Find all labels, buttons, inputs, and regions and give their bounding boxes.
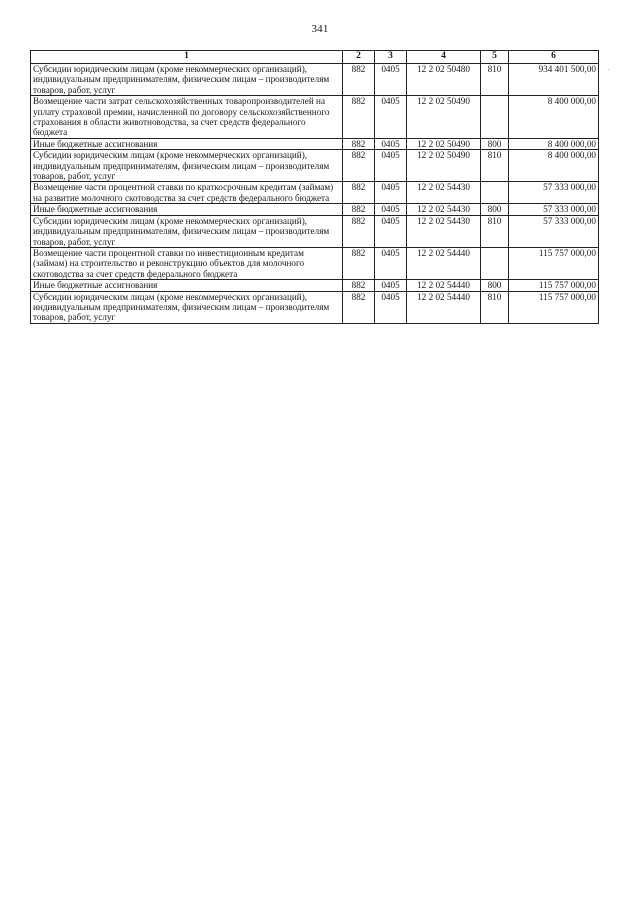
row-kind	[481, 247, 509, 279]
row-kind: 800	[481, 280, 509, 291]
row-grbs: 882	[343, 204, 375, 215]
row-grbs: 882	[343, 215, 375, 247]
column-header-3: 3	[375, 51, 407, 64]
row-name: Иные бюджетные ассигнования	[31, 138, 343, 149]
row-name: Возмещение части процентной ставки по краткосрочным кредитам (займам) на развитие молочного скотоводства за счет средств федерального бюджета	[31, 182, 343, 204]
column-header-1: 1	[31, 51, 343, 64]
row-section: 0405	[375, 204, 407, 215]
scan-speck-icon: ·	[607, 66, 610, 74]
row-section: 0405	[375, 247, 407, 279]
row-amount: 8 400 000,00	[509, 138, 599, 149]
row-kind	[481, 182, 509, 204]
row-grbs: 882	[343, 247, 375, 279]
row-name: Субсидии юридическим лицам (кроме некоммерческих организаций), индивидуальным предпринимателям, физическим лицам – производителям товаров, работ, услуг	[31, 150, 343, 182]
row-amount: 57 333 000,00	[509, 215, 599, 247]
row-target: 12 2 02 50490	[407, 138, 481, 149]
table-row	[31, 150, 599, 182]
row-target: 12 2 02 54440	[407, 247, 481, 279]
row-grbs: 882	[343, 150, 375, 182]
table-row	[31, 138, 599, 149]
row-kind: 810	[481, 291, 509, 323]
table-row	[31, 280, 599, 291]
table-row	[31, 64, 599, 96]
row-section: 0405	[375, 64, 407, 96]
table-row	[31, 96, 599, 139]
row-section: 0405	[375, 182, 407, 204]
row-amount: 934 401 500,00	[509, 64, 599, 96]
row-grbs: 882	[343, 280, 375, 291]
row-target: 12 2 02 54440	[407, 291, 481, 323]
row-name: Возмещение части затрат сельскохозяйственных товаропроизводителей на уплату страховой премии, начисленной по договору сельскохозяйственного страхования в области животноводства, за счет средств федерального бюджета	[31, 96, 343, 139]
row-target: 12 2 02 54440	[407, 280, 481, 291]
row-section: 0405	[375, 291, 407, 323]
row-amount: 57 333 000,00	[509, 204, 599, 215]
row-target: 12 2 02 50480	[407, 64, 481, 96]
row-target: 12 2 02 54430	[407, 215, 481, 247]
row-kind: 810	[481, 215, 509, 247]
table-row	[31, 182, 599, 204]
column-header-5: 5	[481, 51, 509, 64]
row-name: Иные бюджетные ассигнования	[31, 280, 343, 291]
row-amount: 115 757 000,00	[509, 280, 599, 291]
row-target: 12 2 02 50490	[407, 96, 481, 139]
row-amount: 8 400 000,00	[509, 96, 599, 139]
row-kind: 800	[481, 138, 509, 149]
row-name: Субсидии юридическим лицам (кроме некоммерческих организаций), индивидуальным предпринимателям, физическим лицам – производителям товаров, работ, услуг	[31, 291, 343, 323]
row-section: 0405	[375, 215, 407, 247]
row-amount: 57 333 000,00	[509, 182, 599, 204]
row-amount: 8 400 000,00	[509, 150, 599, 182]
column-header-4: 4	[407, 51, 481, 64]
row-name: Возмещение части процентной ставки по инвестиционным кредитам (займам) на строительство и реконструкцию объектов для молочного скотоводства за счет средств федерального бюджета	[31, 247, 343, 279]
row-grbs: 882	[343, 138, 375, 149]
table-row	[31, 247, 599, 279]
row-kind: 810	[481, 150, 509, 182]
row-kind	[481, 96, 509, 139]
row-name: Иные бюджетные ассигнования	[31, 204, 343, 215]
row-section: 0405	[375, 150, 407, 182]
row-grbs: 882	[343, 291, 375, 323]
row-grbs: 882	[343, 96, 375, 139]
table-header-row	[31, 51, 599, 64]
row-grbs: 882	[343, 182, 375, 204]
row-target: 12 2 02 50490	[407, 150, 481, 182]
row-kind: 810	[481, 64, 509, 96]
table-row	[31, 291, 599, 323]
row-target: 12 2 02 54430	[407, 204, 481, 215]
row-amount: 115 757 000,00	[509, 247, 599, 279]
row-target: 12 2 02 54430	[407, 182, 481, 204]
row-kind: 800	[481, 204, 509, 215]
column-header-6: 6	[509, 51, 599, 64]
column-header-2: 2	[343, 51, 375, 64]
row-name: Субсидии юридическим лицам (кроме некоммерческих организаций), индивидуальным предпринимателям, физическим лицам – производителям товаров, работ, услуг	[31, 215, 343, 247]
budget-table	[30, 50, 599, 324]
page-number: 341	[311, 23, 329, 35]
row-amount: 115 757 000,00	[509, 291, 599, 323]
row-section: 0405	[375, 280, 407, 291]
table-row	[31, 215, 599, 247]
row-grbs: 882	[343, 64, 375, 96]
table-row	[31, 204, 599, 215]
row-section: 0405	[375, 138, 407, 149]
row-section: 0405	[375, 96, 407, 139]
row-name: Субсидии юридическим лицам (кроме некоммерческих организаций), индивидуальным предпринимателям, физическим лицам – производителям товаров, работ, услуг	[31, 64, 343, 96]
